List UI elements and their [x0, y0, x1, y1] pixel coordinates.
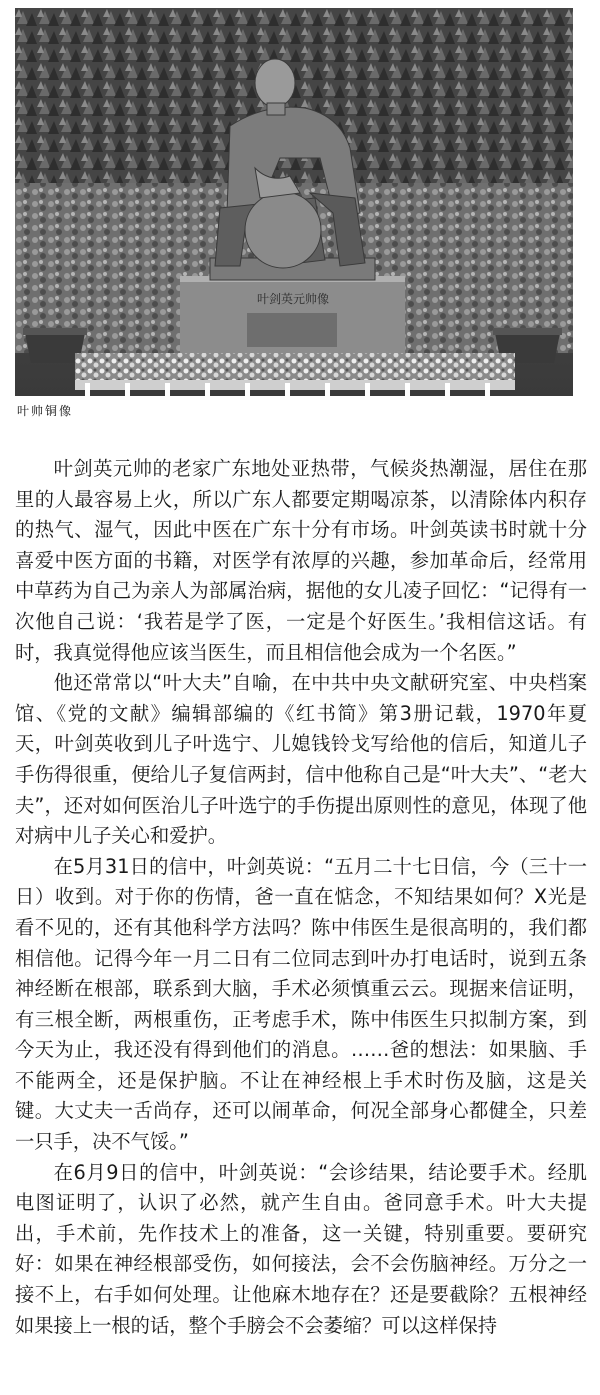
- pedestal: [180, 276, 405, 358]
- paragraph-2: 他还常常以“叶大夫”自喻，在中共中央文献研究室、中央档案馆、《党的文献》编辑部编的《红书简》第3册记载，1970年夏天，叶剑英收到儿子叶选宁、儿媳钱铃戈写给他的信后，知道儿子手伤得很重，便给儿子复信两封，信中他称自己是“叶大夫”、“老大夫”，还对如何医治儿子叶选宁的手伤提出原则性的意见，体现了他对病中儿子关心和爱护。: [15, 671, 587, 848]
- statue-head: [255, 59, 295, 107]
- article-body: [15, 454, 587, 1341]
- pedestal-inscription: 叶剑英元帅像: [256, 292, 330, 306]
- paragraph-3: 在5月31日的信中，叶剑英说：“五月二十七日信，今（三十一日）收到。对于你的伤情，爸一直在惦念，不知结果如何？X光是看不见的，还有其他科学方法吗？陈中伟医生是很高明的，我们都相信他。记得今年一月二日有二位同志到叶办打电话时，说到五条神经断在根部，联系到大脑，手术必须慎重云云。现据来信证明，有三根全断，两根重伤，正考虑手术，陈中伟医生只拟制方案，到今天为止，我还没有得到他们的消息。……爸的想法：如果脑、手不能两全，还是保护脑。不让在神经根上手术时伤及脑，这是关键。大丈夫一舌尚存，还可以闹革命，何况全部身心都健全，只差一只手，决不气馁。”: [15, 854, 587, 1154]
- paragraph-1: 叶剑英元帅的老家广东地处亚热带，气候炎热潮湿，居住在那里的人最容易上火，所以广东人都要定期喝凉茶，以清除体内积存的热气、湿气，因此中医在广东十分有市场。叶剑英读书时就十分喜爱中医方面的书籍，对医学有浓厚的兴趣，参加革命后，经常用中草药为自己为亲人为部属治病，据他的女儿凌子回忆：“记得有一次他自己说：‘我若是学了医，一定是个好医生。’我相信这话。有时，我真觉得他应该当医生，而且相信他会成为一个名医。”: [15, 457, 587, 664]
- stone-ball: [245, 192, 321, 268]
- flower-bed: [75, 353, 515, 383]
- statue-photo: [15, 8, 573, 396]
- paragraph-4: 在6月9日的信中，叶剑英说：“会诊结果，结论要手术。经肌电图证明了，认识了必然，就产生自由。爸同意手术。叶大夫提出，手术前，先作技术上的准备，这一关键，特别重要。要研究好：如果在神经根部受伤，如何接法，会不会伤脑神经。万分之一接不上，右手如何处理。让他麻木地存在？还是要截除？五根神经如果接上一根的话，整个手膀会不会萎缩？可以这样保持: [15, 1160, 587, 1337]
- statue-illustration: [15, 8, 573, 396]
- photo-caption: 叶帅铜像: [17, 404, 74, 418]
